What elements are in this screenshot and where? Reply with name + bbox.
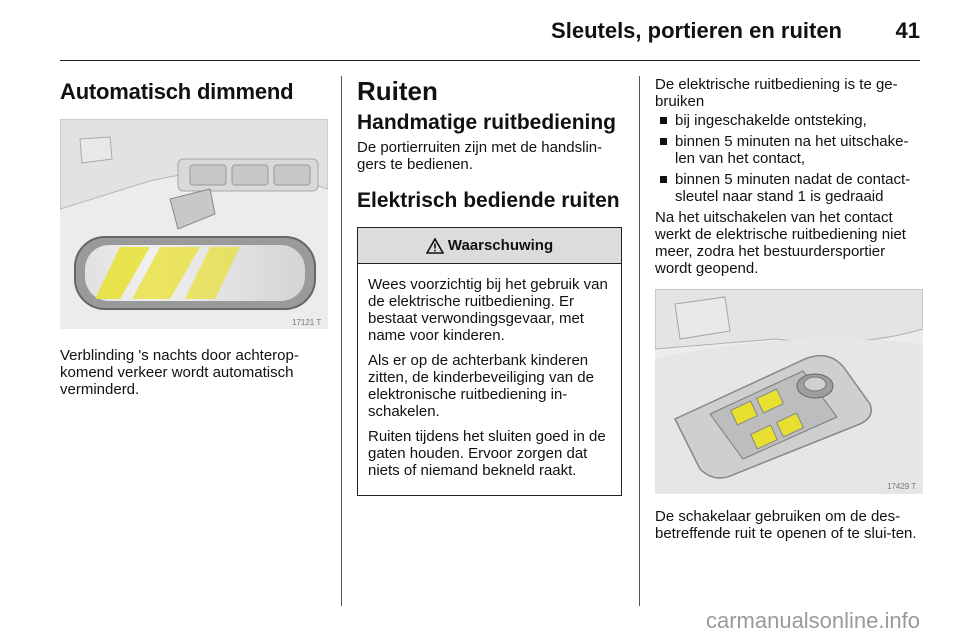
section-heading: Automatisch dimmend: [60, 79, 294, 104]
rearview-mirror-illustration: [60, 119, 328, 329]
warning-title: Waarschuwing: [447, 237, 554, 254]
warning-paragraph: Als er op de achterbank kinderen zitten, de kinderbeveiliging van de elektronische ruitbediening in-schakelen.: [368, 352, 594, 420]
paragraph: De schakelaar gebruiken om de des-betreffende ruit te openen of te slui-ten.: [655, 508, 917, 542]
warning-triangle-icon: [426, 238, 444, 254]
column-1: [60, 76, 328, 398]
page-number: 41: [895, 18, 920, 43]
column-divider: [639, 76, 640, 606]
watermark: carmanualsonline.info: [705, 608, 920, 633]
warning-header: [358, 228, 621, 264]
warning-body: [358, 264, 621, 495]
list-item: binnen 5 minuten nadat de contact-sleutel naar stand 1 is gedraaid: [655, 171, 923, 205]
section-heading: Ruiten: [357, 76, 438, 106]
warning-paragraph: Wees voorzichtig bij het gebruik van de elektrische ruitbediening. Er bestaat verwondingsgevaar, met name voor kinderen.: [368, 276, 608, 344]
figure-code: 17429 T: [887, 482, 917, 491]
paragraph: Verblinding 's nachts door achterop-komend verkeer wordt automatisch verminderd.: [60, 347, 299, 398]
window-switch-illustration: [655, 289, 923, 494]
header-rule: [60, 60, 920, 61]
paragraph: De elektrische ruitbediening is te ge-bruiken: [655, 76, 898, 110]
bullet-list: [655, 112, 923, 205]
warning-box: [357, 227, 622, 496]
list-item: binnen 5 minuten na het uitschake-len van het contact,: [655, 133, 923, 167]
column-2: [357, 76, 625, 496]
column-3: [655, 76, 923, 542]
paragraph: De portierruiten zijn met de handslin-gers te bedienen.: [357, 139, 603, 173]
subheading: Handmatige ruitbediening: [357, 111, 617, 134]
subheading: Elektrisch bediende ruiten: [357, 189, 620, 212]
paragraph: Na het uitschakelen van het contact werkt de elektrische ruitbediening niet meer, zodra het bestuurdersportier wordt geopend.: [655, 209, 906, 277]
figure-code: 17121 T: [292, 318, 322, 327]
warning-paragraph: Ruiten tijdens het sluiten goed in de gaten houden. Ervoor zorgen dat niets of niemand bekneld raakt.: [368, 428, 606, 479]
list-item: bij ingeschakelde ontsteking,: [655, 112, 923, 129]
header-title: Sleutels, portieren en ruiten: [551, 18, 842, 43]
column-divider: [341, 76, 342, 606]
